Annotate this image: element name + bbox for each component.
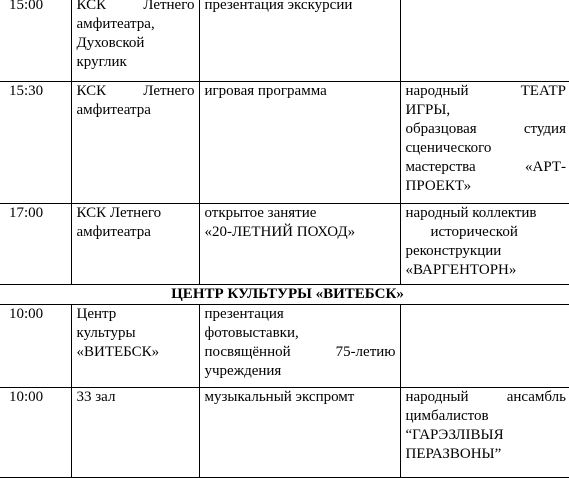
table-row: [0, 203, 569, 284]
event-cell: музыкальный экспромт: [199, 387, 400, 477]
place-cell: 33 зал: [71, 387, 199, 477]
time-cell: 15:30: [0, 81, 71, 203]
performer-cell: народный ТЕАТР ИГРЫ, образцовая студия сценического мастерства «АРТ- ПРОЕКТ»: [400, 81, 569, 203]
time-cell: 10:00: [0, 387, 71, 477]
performer-cell: народный ансамбль цимбалистов “ГАРЭЗЛІВЫЯ ПЕРАЗВОНЫ”: [400, 387, 569, 477]
event-cell: презентация фотовыставки, посвящённой 75-летию учреждения: [199, 304, 400, 387]
event-cell: открытое занятие «20-ЛЕТНИЙ ПОХОД»: [199, 203, 400, 284]
table-row: [0, 304, 569, 387]
place-cell: КСК Летнего амфитеатра: [71, 81, 199, 203]
time-cell: 10:00: [0, 304, 71, 387]
performer-cell: народный коллектив исторической реконструкции «ВАРГЕНТОРН»: [400, 203, 569, 284]
event-cell: игровая программа: [199, 81, 400, 203]
place-cell: КСК Летнего амфитеатра: [71, 203, 199, 284]
place-cell: Центр культуры «ВИТЕБСК»: [71, 304, 199, 387]
performer-cell: [400, 304, 569, 387]
section-heading: ЦЕНТР КУЛЬТУРЫ «ВИТЕБСК»: [0, 284, 569, 304]
time-cell: 15:00: [0, 0, 71, 81]
event-cell: презентация экскурсии: [199, 0, 400, 81]
table-row: [0, 81, 569, 203]
time-cell: 17:00: [0, 203, 71, 284]
place-cell: КСК Летнего амфитеатра, Духовской круглик: [71, 0, 199, 81]
performer-cell: [400, 0, 569, 81]
section-heading-row: [0, 284, 569, 304]
table-row: [0, 387, 569, 477]
table-row: [0, 0, 569, 81]
